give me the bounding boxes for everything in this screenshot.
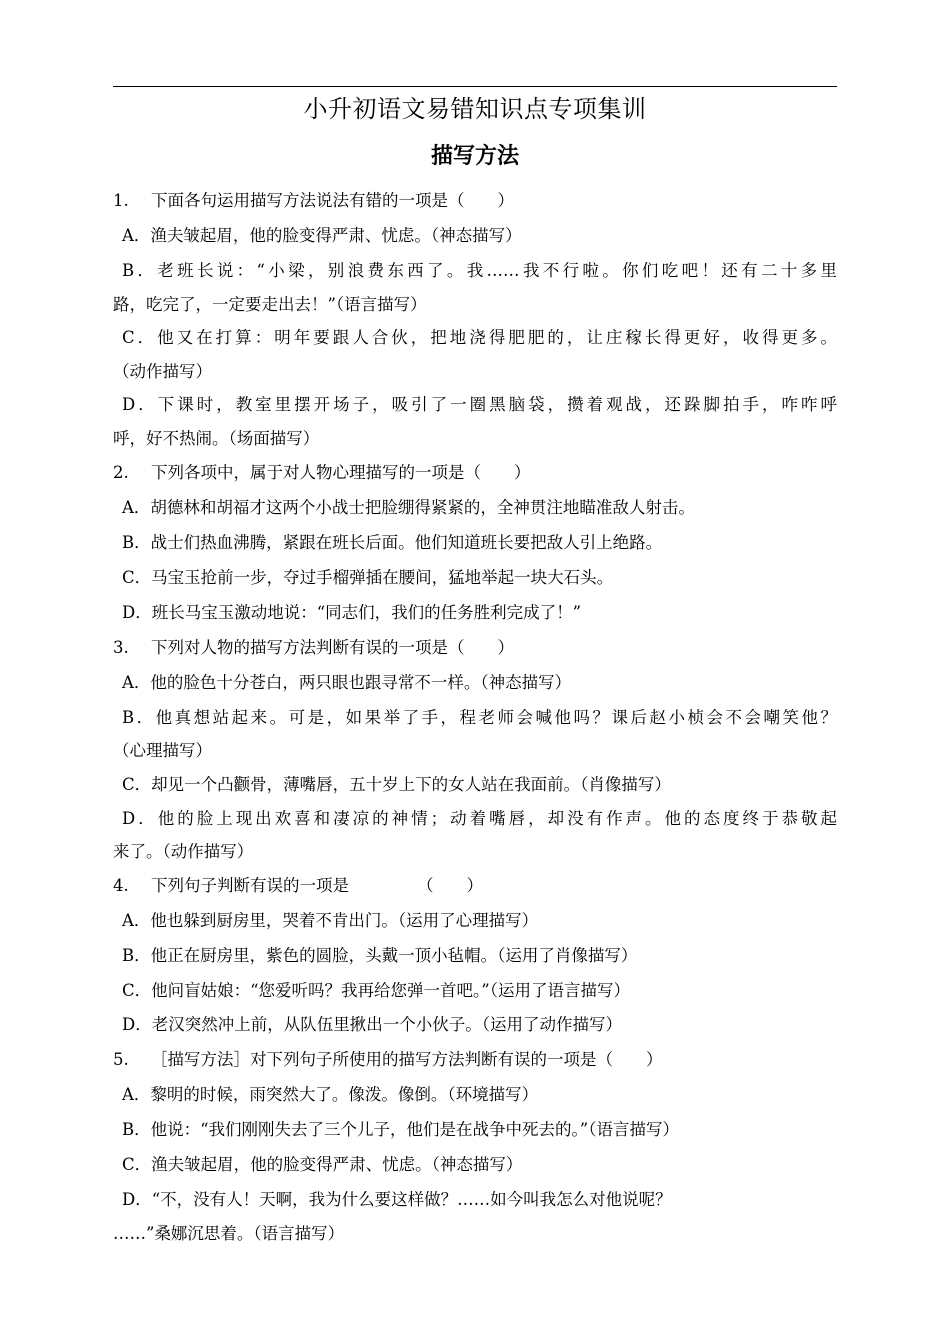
question-stem: 下列句子判断有误的一项是 xyxy=(151,876,349,895)
section-title: 描写方法 xyxy=(430,144,519,169)
option-c: C．他又在打算：明年要跟人合伙，把地浇得肥肥的，让庄稼长得更好，收得更多。 xyxy=(122,328,837,347)
option-a: A．他的脸色十分苍白，两只眼也跟寻常不一样。（神态描写） xyxy=(122,673,572,692)
question-stem: 下面各句运用描写方法说法有错的一项是（ ） xyxy=(151,191,514,210)
question-stem: ［描写方法］对下列句子所使用的描写方法判断有误的一项是（ ） xyxy=(151,1050,663,1069)
option-a: A．渔夫皱起眉，他的脸变得严肃、忧虑。（神态描写） xyxy=(122,226,522,245)
question-stem: 下列对人物的描写方法判断有误的一项是（ ） xyxy=(151,638,514,657)
question-number: 3. xyxy=(113,638,129,657)
option-d-continued: 来了。（动作描写） xyxy=(113,842,254,861)
top-rule xyxy=(113,86,837,87)
option-b: B．他正在厨房里，紫色的圆脸，头戴一顶小毡帽。（运用了肖像描写） xyxy=(122,946,638,965)
question-number: 1. xyxy=(113,191,129,210)
option-a: A．他也躲到厨房里，哭着不肯出门。（运用了心理描写） xyxy=(122,911,539,930)
answer-blank: （ ） xyxy=(417,876,483,895)
option-d: D．他的脸上现出欢喜和凄凉的神情；动着嘴唇，却没有作声。他的态度终于恭敬起 xyxy=(122,809,837,828)
option-b: B．战士们热血沸腾，紧跟在班长后面。他们知道班长要把敌人引上绝路。 xyxy=(122,533,663,552)
option-c-continued: （动作描写） xyxy=(113,362,212,381)
option-b-continued: 路，吃完了，一定要走出去！”（语言描写） xyxy=(113,295,427,314)
option-c: C．却见一个凸颧骨，薄嘴唇，五十岁上下的女人站在我面前。（肖像描写） xyxy=(122,775,671,794)
question-3 xyxy=(113,636,514,660)
option-b-continued: （心理描写） xyxy=(113,741,212,760)
question-number: 5. xyxy=(113,1050,129,1069)
option-c: C．他问盲姑娘：“您爱听吗？我再给您弹一首吧。”（运用了语言描写） xyxy=(122,981,630,1000)
option-b: B．老班长说：“小梁，别浪费东西了。我……我不行啦。你们吃吧！还有二十多里 xyxy=(122,261,837,280)
option-a: A．胡德林和胡福才这两个小战士把脸绷得紧紧的，全神贯注地瞄准敌人射击。 xyxy=(122,498,695,517)
question-stem: 下列各项中，属于对人物心理描写的一项是（ ） xyxy=(151,463,531,482)
option-b: B．他说：“我们刚刚失去了三个儿子，他们是在战争中死去的。”（语言描写） xyxy=(122,1120,679,1139)
question-number: 2. xyxy=(113,463,129,482)
question-2 xyxy=(113,461,531,485)
option-d-continued: 呼，好不热闹。（场面描写） xyxy=(113,429,320,448)
option-c: C．马宝玉抢前一步，夺过手榴弹插在腰间，猛地举起一块大石头。 xyxy=(122,568,614,587)
option-d-continued: ……”桑娜沉思着。（语言描写） xyxy=(113,1224,345,1243)
option-d: D．下课时，教室里摆开场子，吸引了一圈黑脑袋，攒着观战，还跺脚拍手，咋咋呼 xyxy=(122,395,837,414)
option-b: B．他真想站起来。可是，如果举了手，程老师会喊他吗？课后赵小桢会不会嘲笑他？ xyxy=(122,708,837,727)
question-number: 4. xyxy=(113,876,129,895)
option-a: A．黎明的时候，雨突然大了。像泼。像倒。（环境描写） xyxy=(122,1085,539,1104)
option-d: D．老汉突然冲上前，从队伍里揪出一个小伙子。（运用了动作描写） xyxy=(122,1015,622,1034)
question-4 xyxy=(113,874,483,898)
option-d: D．“不，没有人！天啊，我为什么要这样做？……如今叫我怎么对他说呢？ xyxy=(122,1190,672,1209)
question-5 xyxy=(113,1048,663,1072)
option-d: D．班长马宝玉激动地说：“同志们，我们的任务胜利完成了！” xyxy=(122,603,582,622)
question-1 xyxy=(113,189,514,213)
page-title: 小升初语文易错知识点专项集训 xyxy=(303,95,647,123)
option-c: C．渔夫皱起眉，他的脸变得严肃、忧虑。（神态描写） xyxy=(122,1155,523,1174)
